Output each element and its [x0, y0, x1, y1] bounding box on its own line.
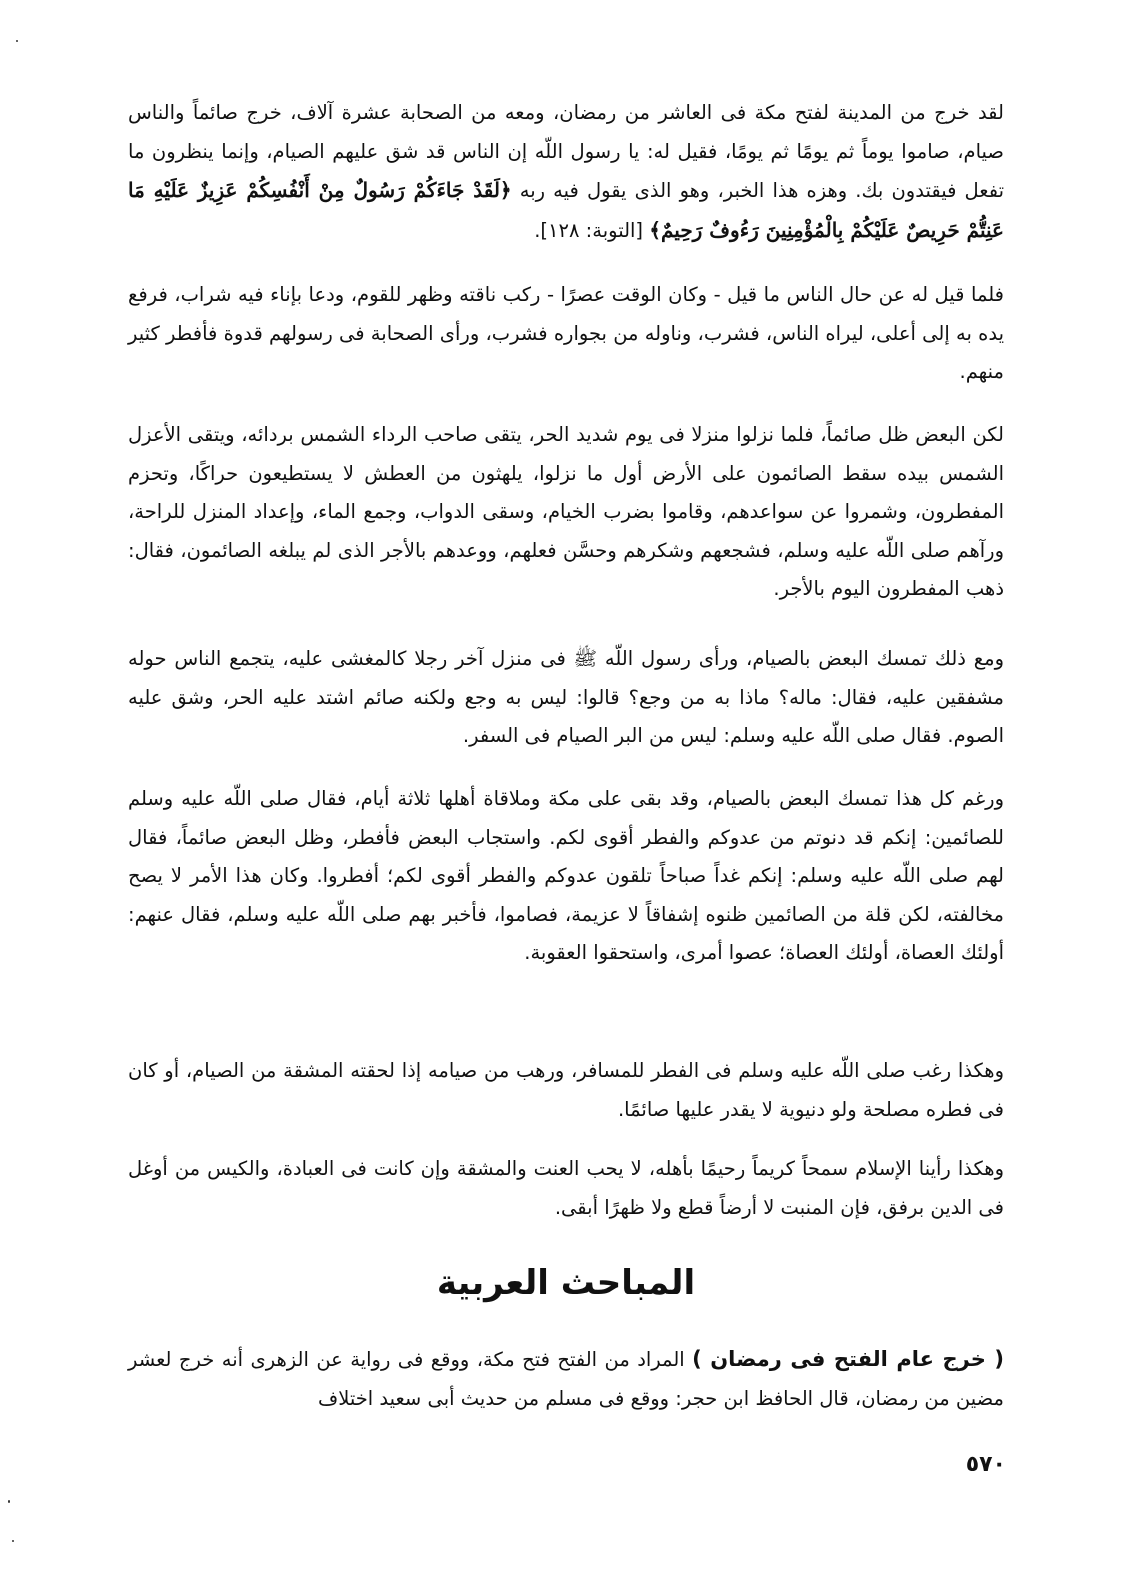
paragraph-4	[128, 640, 1004, 756]
scan-speck	[12, 1540, 14, 1542]
paragraph-2	[128, 276, 1004, 392]
paragraph-5-text: ورغم كل هذا تمسك البعض بالصيام، وقد بقى على مكة وملاقاة أهلها ثلاثة أيام، فقال صلى اللّه عليه وسلم للصائمين: إنكم قد دنوتم من عدوكم والفطر أقوى لكم. واستجاب البعض فأفطر، وظل البعض صائماً، فقال لهم صلى اللّه عليه وسلم: إنكم غداً صباحاً تلقون عدوكم والفطر أقوى لكم؛ أفطروا. وكان هذا الأمر لا يصح مخالفته، لكن قلة من الصائمين ظنوه إشفاقاً لا عزيمة، فصاموا، فأخبر بهم صلى اللّه عليه وسلم، فقال عنهم: أولئك العصاة، أولئك العصاة؛ عصوا أمرى، واستحقوا العقوبة.	[128, 787, 1004, 964]
paragraph-4-text: ومع ذلك تمسك البعض بالصيام، ورأى رسول اللّه ﷺ فى منزل آخر رجلا كالمغشى عليه، يتجمع الناس حوله مشفقين عليه، فقال: ماله؟ ماذا به من وجع؟ قالوا: ليس به وجع ولكنه صائم اشتد عليه الحر، وشق عليه الصوم. فقال صلى اللّه عليه وسلم: ليس من البر الصيام فى السفر.	[128, 647, 1004, 747]
section-title: المباحث العربية	[436, 1263, 696, 1303]
paragraph-7	[128, 1150, 1004, 1227]
paragraph-6	[128, 1052, 1004, 1129]
section-term: ( خرج عام الفتح فى رمضان )	[692, 1347, 1004, 1371]
paragraph-3	[128, 416, 1004, 609]
quran-reference: [التوبة: ١٢٨].	[534, 218, 650, 242]
page-number: ٥٧٠	[965, 1452, 1006, 1477]
paragraph-1-text: لقد خرج من المدينة لفتح مكة فى العاشر من رمضان، ومعه من الصحابة عشرة آلاف، خرج صائماً والناس صيام، صاموا يوماً ثم يومًا ثم يومًا، فقيل له: يا رسول اللّه إن الناس قد شق عليهم الصيام، وإنما ينظرون ما تفعل فيقتدون بك. وهزه هذا الخبر، وهو الذى يقول فيه ربه	[128, 101, 1004, 202]
scan-speck	[16, 40, 18, 42]
scan-speck	[8, 1500, 10, 1503]
section-paragraph	[128, 1340, 1004, 1418]
paragraph-2-text: فلما قيل له عن حال الناس ما قيل - وكان الوقت عصرًا - ركب ناقته وظهر للقوم، ودعا بإناء فيه شراب، فرفع يده به إلى أعلى، ليراه الناس، فشرب، وناوله من بجواره فشرب، ورأى الصحابة فى رسولهم قدوة فأفطر كثير منهم.	[128, 283, 1004, 383]
paragraph-1	[128, 94, 1004, 250]
paragraph-6-text: وهكذا رغب صلى اللّه عليه وسلم فى الفطر للمسافر، ورهب من صيامه إذا لحقته المشقة من الصيام، أو كان فى فطره مصلحة ولو دنيوية لا يقدر عليها صائمًا.	[128, 1059, 1004, 1121]
section-text: المراد من الفتح فتح مكة، ووقع فى رواية عن الزهرى أنه خرج لعشر مضين من رمضان، قال الحافظ ابن حجر: ووقع فى مسلم من حديث أبى سعيد اختلاف	[128, 1348, 1004, 1410]
quran-verse: ﴿لَقَدْ جَاءَكُمْ رَسُولٌ مِنْ أَنْفُسِكُمْ عَزِيزٌ عَلَيْهِ مَا عَنِتُّمْ حَرِيصٌ عَلَيْكُمْ بِالْمُؤْمِنِينَ رَءُوفٌ رَحِيمٌ﴾	[128, 178, 1004, 242]
paragraph-7-text: وهكذا رأينا الإسلام سمحاً كريماً رحيمًا بأهله، لا يحب العنت والمشقة وإن كانت فى العبادة، والكيس من أوغل فى الدين برفق، فإن المنبت لا أرضاً قطع ولا ظهرًا أبقى.	[128, 1157, 1004, 1219]
paragraph-5	[128, 780, 1004, 973]
paragraph-3-text: لكن البعض ظل صائماً، فلما نزلوا منزلا فى يوم شديد الحر، يتقى صاحب الرداء الشمس بردائه، ويتقى الأعزل الشمس بيده سقط الصائمون على الأرض أول ما نزلوا، يلهثون من العطش لا يستطيعون حراكًا، وتحزم المفطرون، وشمروا عن سواعدهم، وقاموا بضرب الخيام، وسقى الدواب، وجمع الماء، وإعداد المنزل للراحة، ورآهم صلى اللّه عليه وسلم، فشجعهم وشكرهم وحسَّن فعلهم، ووعدهم بالأجر الذى لم يبلغه الصائمون، فقال: ذهب المفطرون اليوم بالأجر.	[128, 423, 1004, 600]
